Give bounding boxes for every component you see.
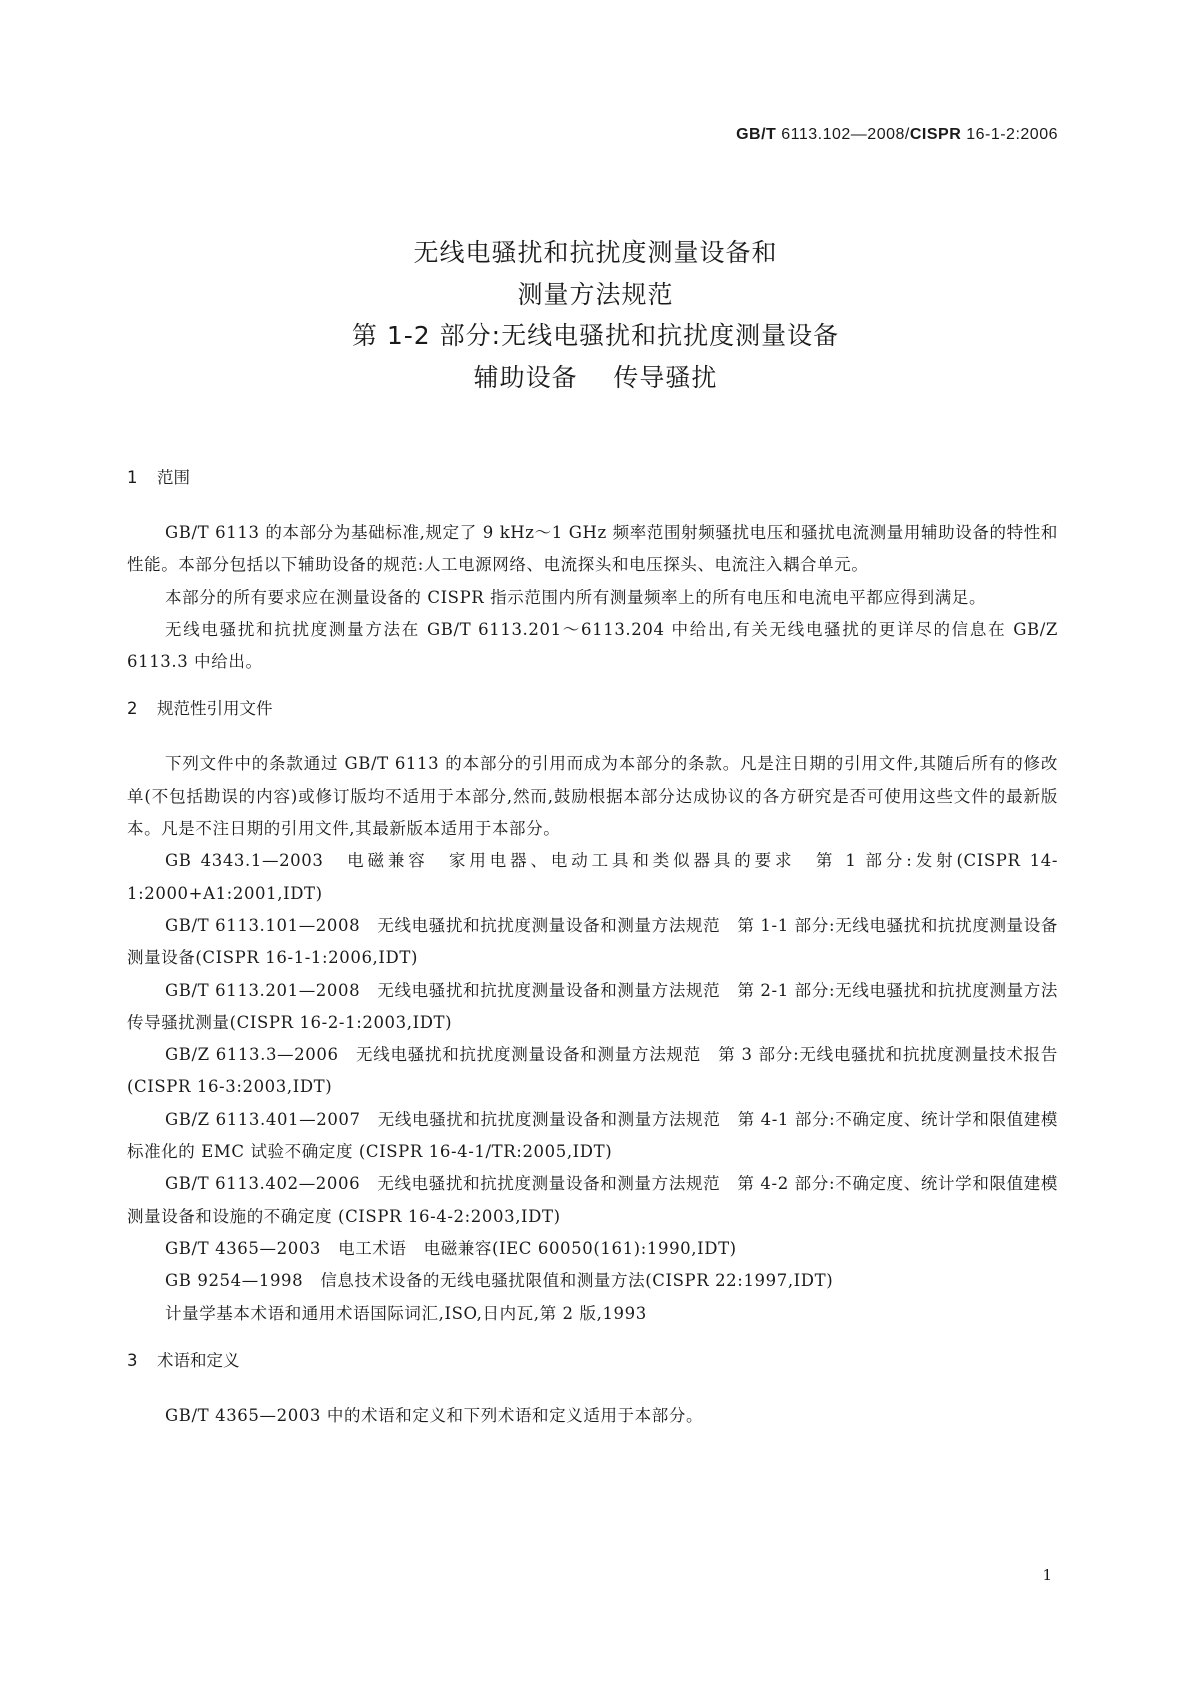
reference-item: GB 9254—1998 信息技术设备的无线电骚扰限值和测量方法(CISPR 22:1997,IDT) [165,1271,834,1291]
reference-item: GB/T 6113.402—2006 无线电骚扰和抗扰度测量设备和测量方法规范 第 4-2 部分:不确定度、统计学和限值建模 测量设备和设施的不确定度 (CISPR 16-4-2:2003,IDT) [127,1174,1076,1226]
cispr-label: CISPR [909,126,962,143]
title-line: 测量方法规范 [517,279,674,309]
paragraph: GB/T 6113 的本部分为基础标准,规定了 9 kHz～1 GHz 频率范围射频骚扰电压和骚扰电流测量用辅助设备的特性和性能。本部分包括以下辅助设备的规范:人工电源网络、电流探头和电压探头、电流注入耦合单元。 [127,523,1058,575]
section-scope [127,463,1058,678]
paragraph: 无线电骚扰和抗扰度测量方法在 GB/T 6113.201～6113.204 中给出,有关无线电骚扰的更详尽的信息在 GB/Z 6113.3 中给出。 [127,619,1058,672]
section-number: 1 [127,468,138,487]
reference-item: GB/T 6113.201—2008 无线电骚扰和抗扰度测量设备和测量方法规范 第 2-1 部分:无线电骚扰和抗扰度测量方法 传导骚扰测量(CISPR 16-2-1:2003,IDT) [127,980,1076,1032]
section-heading [127,463,1058,493]
section-title: 规范性引用文件 [157,699,273,719]
standard-code [736,126,1058,144]
title-line: 第 1-2 部分:无线电骚扰和抗扰度测量设备 [351,321,840,350]
title-line: 无线电骚扰和抗扰度测量设备和 [413,238,778,267]
section-number: 3 [127,1350,138,1370]
reference-item: GB/T 6113.101—2008 无线电骚扰和抗扰度测量设备和测量方法规范 第 1-1 部分:无线电骚扰和抗扰度测量设备 测量设备(CISPR 16-1-1:2006,IDT) [127,915,1076,968]
section-number: 2 [127,699,138,719]
document-title [0,232,1191,398]
cispr-number: 16-1-2:2006 [966,126,1058,143]
reference-item: GB 4343.1—2003 电磁兼容 家用电器、电动工具和类似器具的要求 第 1 部分:发射(CISPR 14-1:2000+A1:2001,IDT) [127,851,1058,903]
section-heading [127,1346,1058,1376]
paragraph: GB/T 4365—2003 中的术语和定义和下列术语和定义适用于本部分。 [165,1405,704,1425]
page-number: 1 [1042,1566,1052,1584]
title-line: 辅助设备 传导骚扰 [473,362,718,392]
section-title: 术语和定义 [157,1350,240,1370]
section-terms-definitions [127,1346,1058,1432]
reference-item: GB/T 4365—2003 电工术语 电磁兼容(IEC 60050(161):1990,IDT) [165,1238,737,1258]
reference-item: 计量学基本术语和通用术语国际词汇,ISO,日内瓦,第 2 版,1993 [165,1303,647,1323]
document-body [127,463,1076,1432]
standard-number: 6113.102—2008/ [781,126,910,143]
reference-item: GB/Z 6113.401—2007 无线电骚扰和抗扰度测量设备和测量方法规范 第 4-1 部分:不确定度、统计学和限值建模 标准化的 EMC 试验不确定度 (CISPR 16-4-1/TR:2005,IDT) [127,1109,1076,1162]
section-title: 范围 [157,468,190,487]
standard-prefix: GB/T [736,126,777,143]
section-heading [127,694,1058,724]
paragraph: 下列文件中的条款通过 GB/T 6113 的本部分的引用而成为本部分的条款。凡是注日期的引用文件,其随后所有的修改单(不包括勘误的内容)或修订版均不适用于本部分,然而,鼓励根据本部分达成协议的各方研究是否可使用这些文件的最新版本。凡是不注日期的引用文件,其最新版本适用于本部分。 [127,754,1058,839]
section-normative-references [127,694,1076,1329]
reference-item: GB/Z 6113.3—2006 无线电骚扰和抗扰度测量设备和测量方法规范 第 3 部分:无线电骚扰和抗扰度测量技术报告(CISPR 16-3:2003,IDT) [127,1045,1058,1097]
paragraph: 本部分的所有要求应在测量设备的 CISPR 指示范围内所有测量频率上的所有电压和电流电平都应得到满足。 [165,587,987,607]
